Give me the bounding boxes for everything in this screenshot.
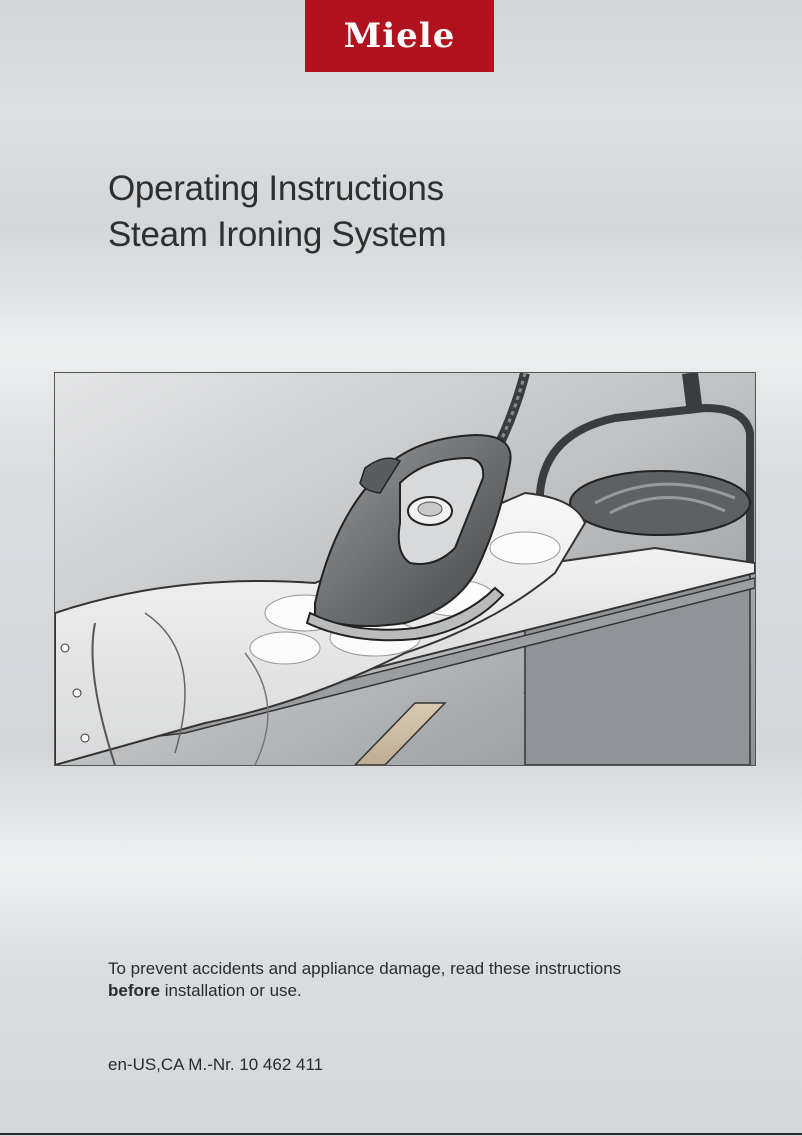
bottom-divider [0, 1133, 802, 1135]
model-number: en-US,CA M.-Nr. 10 462 411 [108, 1055, 324, 1074]
document-title [108, 166, 446, 258]
steam-iron-illustration [54, 372, 756, 766]
miele-logo [305, 0, 494, 72]
title-line-2: Steam Ironing System [108, 215, 447, 254]
logo-text: Miele [343, 16, 456, 56]
steam-iron-on-ironing-board-icon [55, 373, 755, 765]
notice-text-end: installation or use. [159, 981, 302, 1000]
safety-notice [108, 958, 728, 1002]
title-line-1: Operating Instructions [108, 169, 444, 208]
notice-bold-word: before [108, 981, 160, 1000]
notice-text: To prevent accidents and appliance damage, read these instructions [108, 959, 622, 978]
